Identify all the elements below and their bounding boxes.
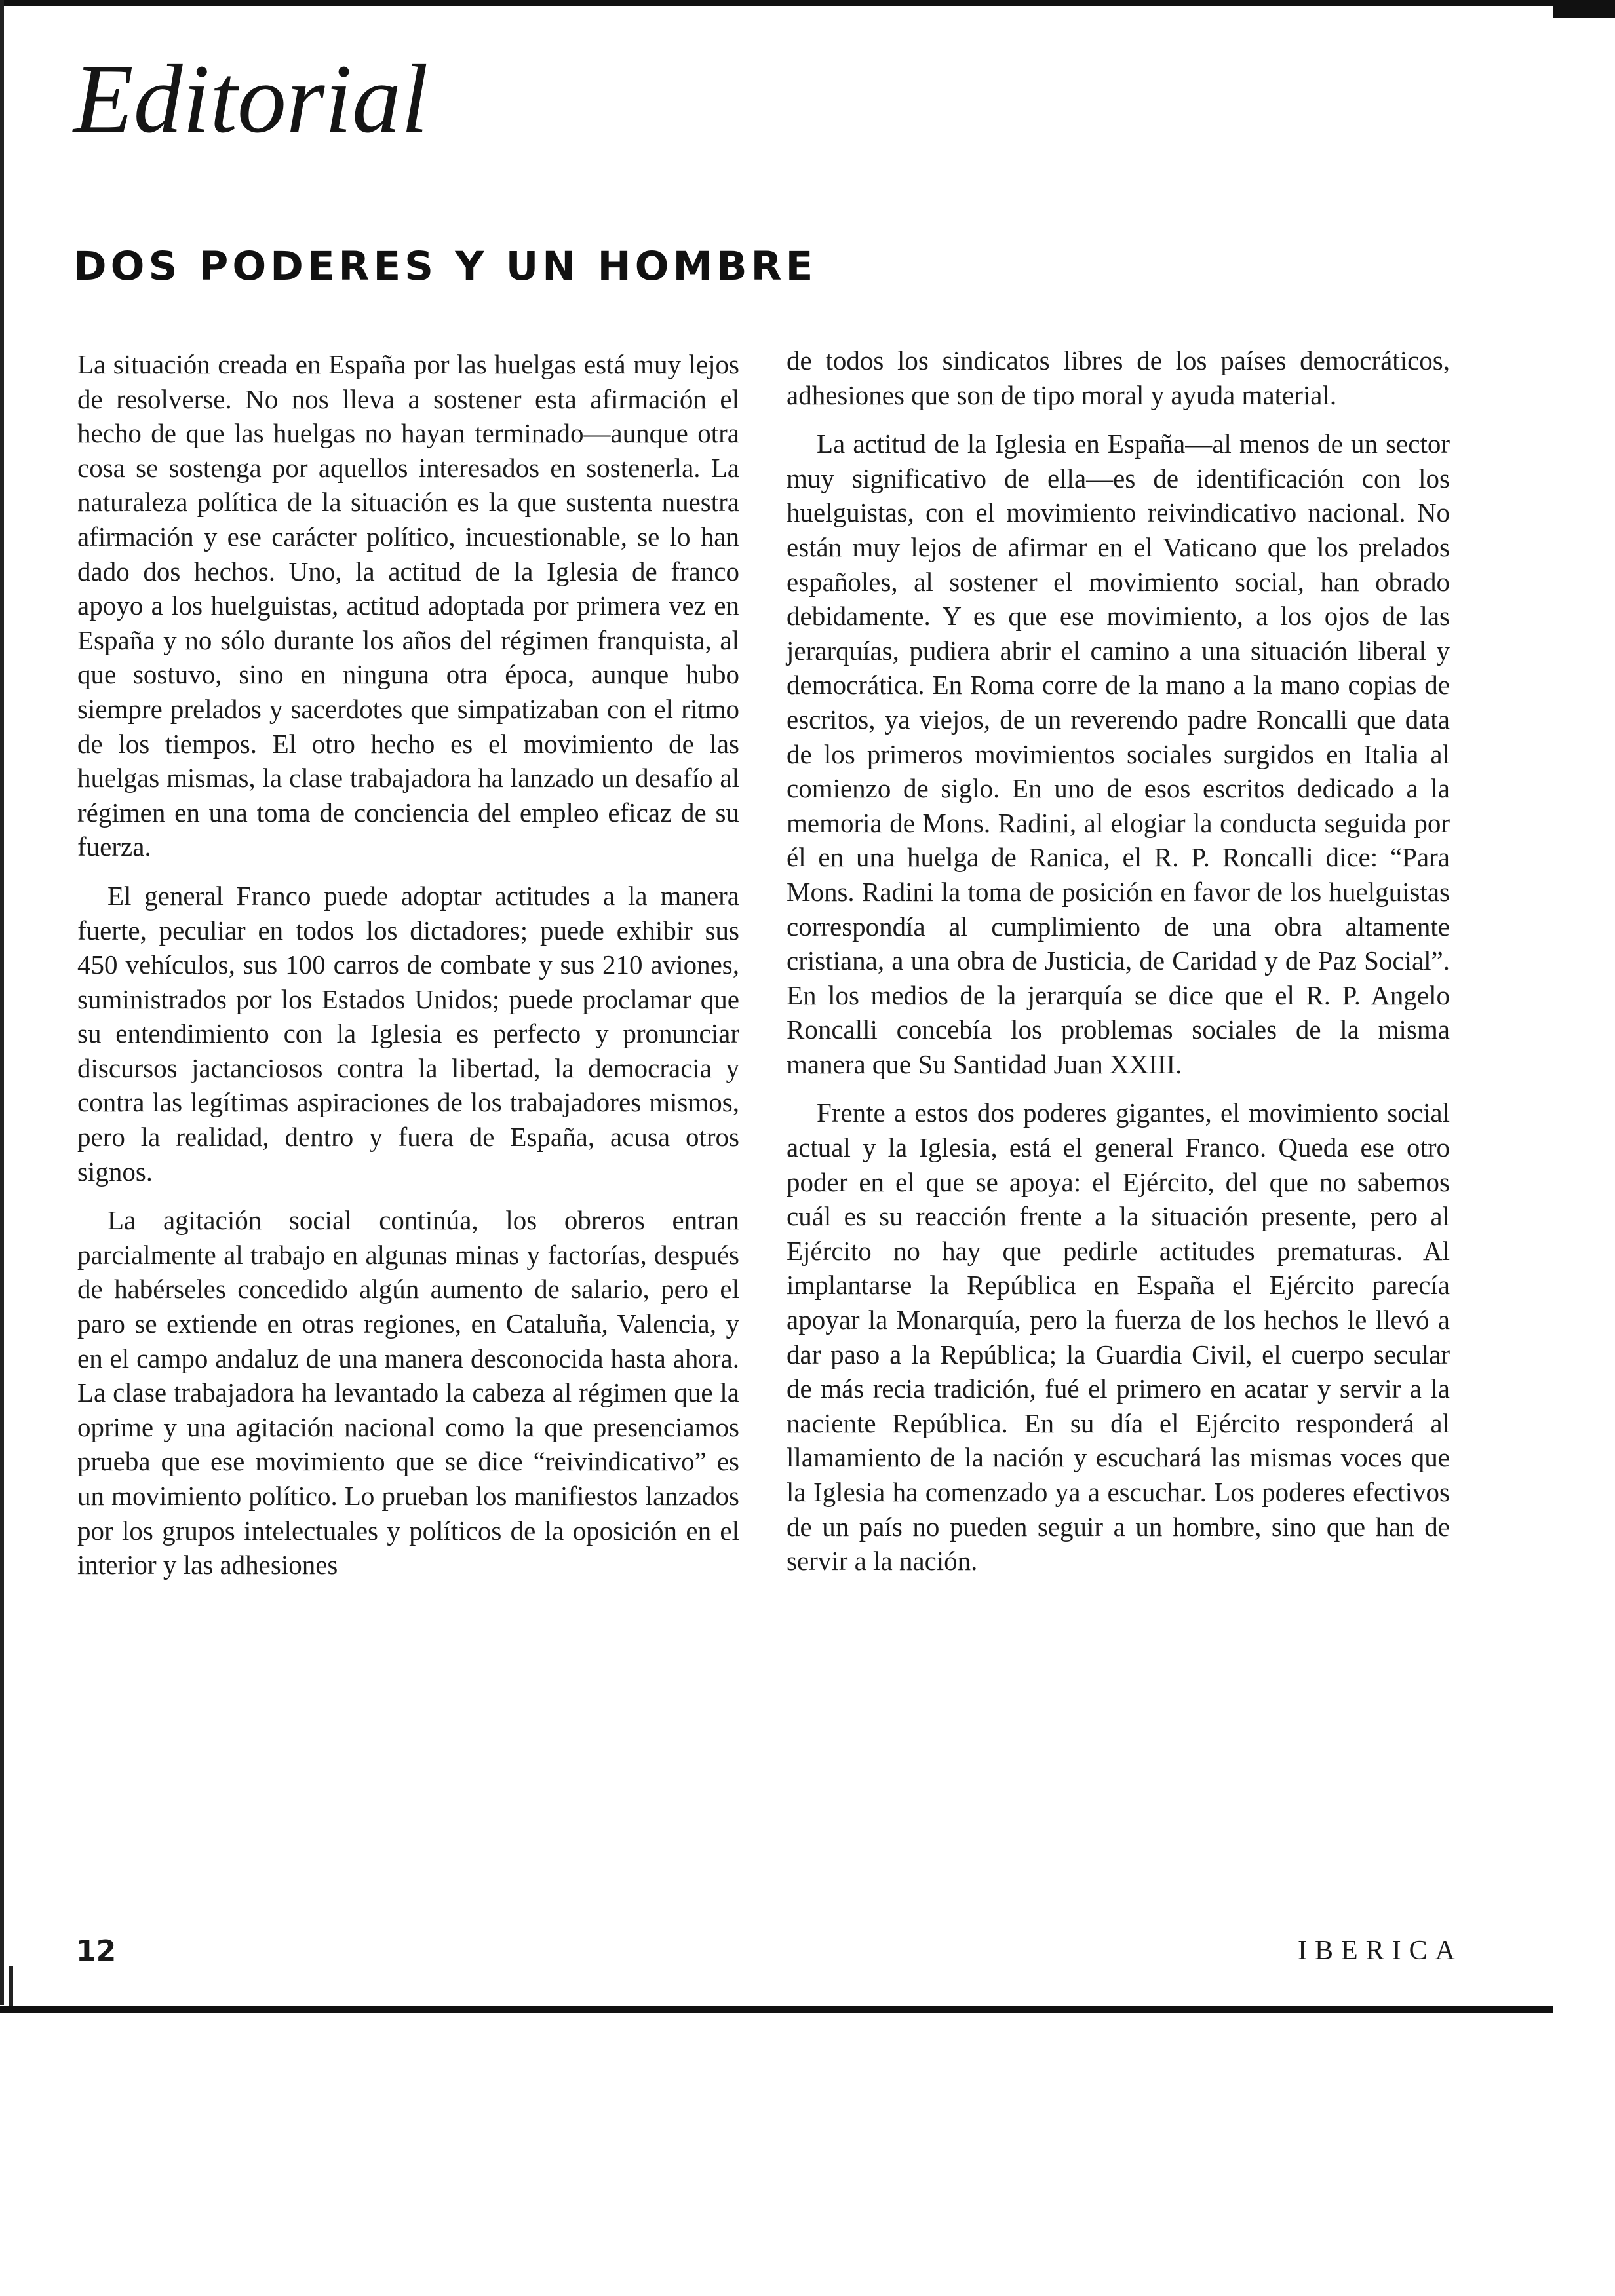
- article-headline: DOS PODERES Y UN HOMBRE: [73, 243, 817, 290]
- left-column: [77, 347, 739, 1597]
- paragraph: La actitud de la Iglesia en España—al menos de un sector muy significativo de ella—es de identificación con los huelguistas, con el movimiento reivindicativo nacional. No están muy lejos de afirmar en el Vaticano que los prelados españoles, al sostener el movimiento social, han obrado debidamente. Y es que ese movimiento, a los ojos de las jerarquías, pudiera abrir el camino a una situación liberal y democrática. En Roma corre de la mano a la mano copias de escritos, ya viejos, de un reverendo padre Roncalli que data de los primeros movimientos sociales surgidos en Italia al comienzo de siglo. En uno de esos escritos dedicado a la memoria de Mons. Radini, al elogiar la conducta seguida por él en una huelga de Ranica, el R. P. Roncalli dice: “Para Mons. Radini la toma de posición en favor de los huelguistas correspondía al cumplimiento de una obra altamente cristiana, a una obra de Justicia, de Caridad y de Paz Social”. En los medios de la jerarquía se dice que el R. P. Angelo Roncalli concebía los problemas sociales de la misma manera que Su Santidad Juan XXIII.: [787, 429, 1450, 1079]
- bottom-corner-mark: [9, 1966, 13, 2006]
- right-column: [787, 343, 1450, 1593]
- page-number: 12: [76, 1934, 117, 1968]
- top-border-rule: [0, 0, 1615, 6]
- bottom-border-rule: [0, 2006, 1553, 2013]
- paragraph: La agitación social continúa, los obreros entran parcialmente al trabajo en algunas minas y factorías, después de habérseles concedido algún aumento de salario, pero el paro se extiende en otras regiones, en Cataluña, Valencia, y en el campo andaluz de una manera desconocida hasta ahora. La clase trabajadora ha levantado la cabeza al régimen que la oprime y una agitación nacional como la que presenciamos prueba que ese movimiento que se dice “reivindicativo” es un movimiento político. Lo prueban los manifiestos lanzados por los grupos intelectuales y políticos de la oposición en el interior y las adhesiones: [77, 1205, 739, 1580]
- top-border-rule-end: [1553, 0, 1615, 18]
- paragraph: El general Franco puede adoptar actitudes a la manera fuerte, peculiar en todos los dictadores; puede exhibir sus 450 vehículos, sus 100 carros de combate y sus 210 aviones, suministrados por los Estados Unidos; puede proclamar que su entendimiento con la Iglesia es perfecto y pronunciar discursos jactanciosos contra la libertad, la democracia y contra las legítimas aspiraciones de los trabajadores mismos, pero la realidad, dentro y fuera de España, acusa otros signos.: [77, 880, 739, 1187]
- paragraph: Frente a estos dos poderes gigantes, el movimiento social actual y la Iglesia, está el general Franco. Queda ese otro poder en el que se apoya: el Ejército, del que no sabemos cuál es su reacción frente a la situación presente, pero al Ejército no hay que pedirle actitudes prematuras. Al implantarse la República en España el Ejército parecía apoyar la Monarquía, pero la fuerza de los hechos le llevó a dar paso a la República; la Guardia Civil, el cuerpo secular de más recia tradición, fué el primero en acatar y servir a la naciente República. En su día el Ejército responderá al llamamiento de la nación y escuchará las mismas voces que la Iglesia ha comenzado ya a escuchar. Los poderes efectivos de un país no pueden seguir a un hombre, sino que han de servir a la nación.: [787, 1098, 1450, 1577]
- paragraph: de todos los sindicatos libres de los países democráticos, adhesiones que son de tipo moral y ayuda material.: [787, 345, 1450, 410]
- left-border-rule: [0, 0, 4, 2005]
- publication-name: IBERICA: [1298, 1936, 1463, 1966]
- section-masthead: Editorial: [73, 45, 429, 153]
- paragraph: La situación creada en España por las huelgas está muy lejos de resolverse. No nos lleva a sostener esta afirmación el hecho de que las huelgas no hayan terminado—aunque otra cosa se sostenga por aquellos interesados en sostenerla. La naturaleza política de la situación es la que sustenta nuestra afirmación y ese carácter político, incuestionable, se lo han dado dos hechos. Uno, la actitud de la Iglesia de franco apoyo a los huelguistas, actitud adoptada por primera vez en España y no sólo durante los años del régimen franquista, al que sostuvo, sino en ninguna otra época, aunque hubo siempre prelados y sacerdotes que simpatizaban con el ritmo de los tiempos. El otro hecho es el movimiento de las huelgas mismas, la clase trabajadora ha lanzado un desafío al régimen en una toma de conciencia del empleo eficaz de su fuerza.: [77, 349, 739, 862]
